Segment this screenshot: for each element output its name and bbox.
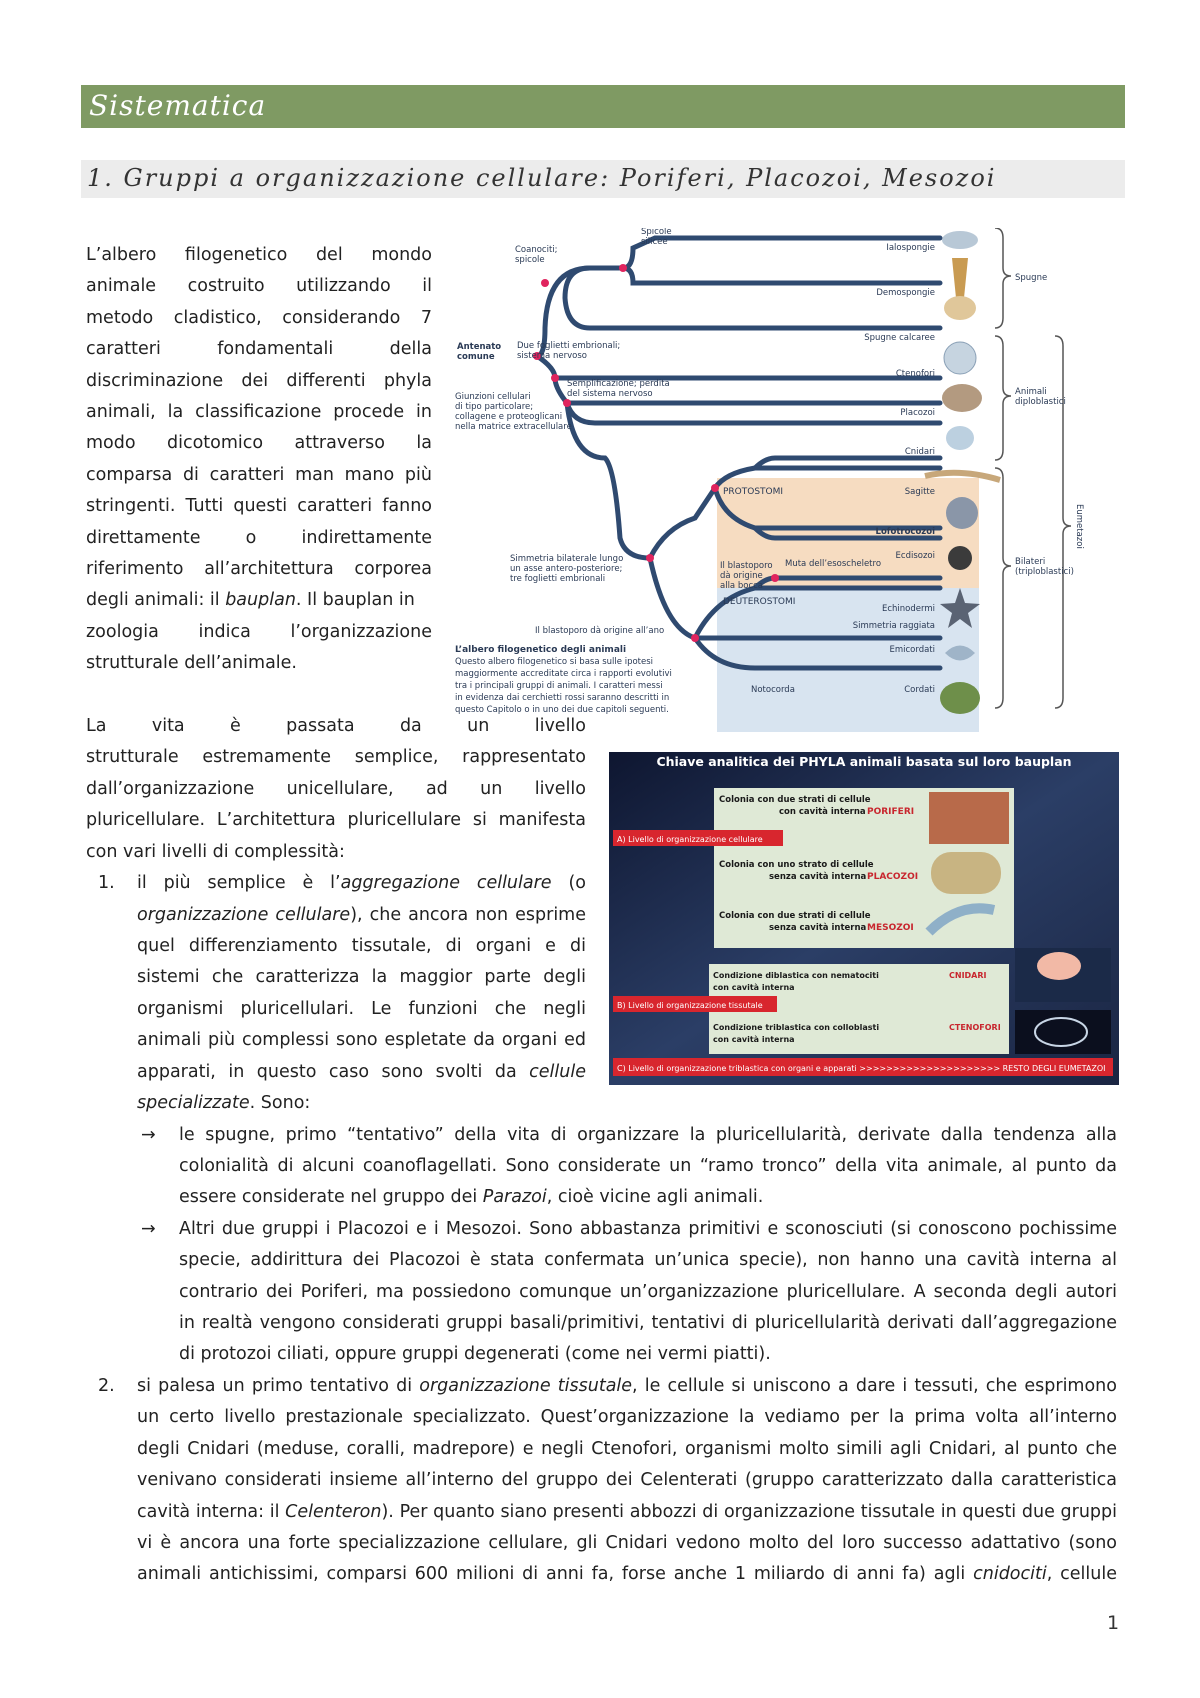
svg-text:Semplificazione; perditadel si: Semplificazione; perdita del sistema nervoso xyxy=(567,379,670,399)
svg-text:questo Capitolo o in uno dei d: questo Capitolo o in uno dei due capitoli seguenti. xyxy=(455,705,669,715)
key-title: Chiave analitica dei PHYLA animali basata sul loro bauplan xyxy=(656,754,1072,769)
svg-text:Condizione triblastica con col: Condizione triblastica con colloblasti xyxy=(713,1023,880,1032)
text-line: Altri due gruppi i Placozoi e i Mesozoi. Sono abbastanza primitivi e sconosciuti (si conoscono pochissime xyxy=(179,1219,1117,1239)
svg-text:Spicolesilicee: Spicole silicee xyxy=(641,228,672,247)
text-line: zoologia indica l’organizzazione xyxy=(86,622,432,642)
svg-text:PROTOSTOMI: PROTOSTOMI xyxy=(723,487,784,497)
svg-text:CTENOFORI: CTENOFORI xyxy=(949,1023,1001,1032)
text-line: animali antichissimi, comparsi 600 milioni di anni fa, forse anche 1 miliardo di anni fa) agli cnidociti, cellule xyxy=(137,1564,1117,1584)
arrow-icon: → xyxy=(141,1125,156,1145)
text-line: le spugne, primo “tentativo” della vita di organizzare la pluricellularità, derivate dalla tendenza alla xyxy=(179,1125,1117,1145)
text-line: organizzazione cellulare), che ancora non esprime xyxy=(137,905,586,925)
svg-text:Ecdisozoi: Ecdisozoi xyxy=(895,551,935,561)
svg-text:Lofotrocozoi: Lofotrocozoi xyxy=(875,527,935,537)
text-line: essere considerate nel gruppo dei Parazoi, cioè vicine agli animali. xyxy=(179,1187,764,1207)
svg-text:Cordati: Cordati xyxy=(904,685,935,695)
svg-text:senza cavità interna: senza cavità interna xyxy=(769,923,867,933)
text-line: L’albero filogenetico del mondo xyxy=(86,245,432,265)
text-line: un certo livello prestazionale specializzato. Quest’organizzazione la vediamo per la prima volta all’interno xyxy=(137,1407,1117,1427)
svg-text:Demospongie: Demospongie xyxy=(876,288,935,298)
text-line: caratteri fondamentali della xyxy=(86,339,432,359)
text-line: colonialità di alcuni coanoflagellati. Sono considerate un “ramo tronco” della vita animale, al punto da xyxy=(179,1156,1117,1176)
text-line: quel differenziamento tissutale, di organi e di xyxy=(137,936,586,956)
text-line: si palesa un primo tentativo di organizzazione tissutale, le cellule si uniscono a dare i tessuti, che esprimono xyxy=(137,1376,1117,1396)
text-line: apparati, in questo caso sono svolti da cellule xyxy=(137,1062,586,1082)
text-line: metodo cladistico, considerando 7 xyxy=(86,308,432,328)
text-line: con vari livelli di complessità: xyxy=(86,842,345,862)
text-line: in realtà vengono considerati gruppi basali/primitivi, tentativi di pluricellularità derivati dall’aggregazione xyxy=(179,1313,1117,1333)
phyla-key-figure xyxy=(609,752,1119,1085)
text-line: modo dicotomico attraverso la xyxy=(86,433,432,453)
svg-text:Colonia con due strati di cell: Colonia con due strati di cellule xyxy=(719,795,871,805)
text-line: degli Cnidari (meduse, coralli, madrepore) e negli Ctenofori, organismi molto simili agli Cnidari, al punto che xyxy=(137,1439,1117,1459)
svg-text:tra i principali gruppi di ani: tra i principali gruppi di animali. I caratteri messi xyxy=(455,681,663,691)
svg-text:senza cavità interna: senza cavità interna xyxy=(769,872,867,882)
text-line: animali, la classificazione procede in xyxy=(86,402,432,422)
text-line: contrario dei Poriferi, ma possiedono comunque un’organizzazione pluricellulare. A seconda degli autori xyxy=(179,1282,1117,1302)
text-line: venivano considerati insieme all’interno del gruppo dei Celenterati (gruppo caratterizzato dalla caratteristica xyxy=(137,1470,1117,1490)
svg-text:con cavità interna: con cavità interna xyxy=(713,983,795,992)
svg-text:PORIFERI: PORIFERI xyxy=(867,807,915,817)
text-line: degli animali: il bauplan. Il bauplan in xyxy=(86,590,415,610)
page-number: 1 xyxy=(1107,1612,1120,1634)
svg-text:Notocorda: Notocorda xyxy=(751,685,795,695)
text-line: strutturale estremamente semplice, rappresentato xyxy=(86,747,586,767)
svg-text:Colonia con uno strato di cell: Colonia con uno strato di cellule xyxy=(719,860,874,870)
text-line: stringenti. Tutti questi caratteri fanno xyxy=(86,496,432,516)
svg-text:Antenatocomune: Antenato comune xyxy=(457,342,502,362)
svg-text:PLACOZOI: PLACOZOI xyxy=(867,872,919,882)
svg-text:Simmetria bilaterale lungoun a: Simmetria bilaterale lungo un asse antero-posteriore; tre foglietti embrionali xyxy=(510,554,624,584)
svg-text:MESOZOI: MESOZOI xyxy=(867,923,914,933)
svg-text:Condizione diblastica con nema: Condizione diblastica con nematociti xyxy=(713,971,879,980)
text-line: cavità interna: il Celenteron). Per quanto siano presenti abbozzi di organizzazione tissutale in questi due gruppi xyxy=(137,1502,1118,1522)
svg-text:Echinodermi: Echinodermi xyxy=(882,604,935,614)
svg-text:Eumetazoi: Eumetazoi xyxy=(1074,504,1084,549)
text-line: animali più complessi sono espletate da organi ed xyxy=(137,1030,586,1050)
deuterostomi-panel xyxy=(717,588,979,732)
svg-text:Ialospongie: Ialospongie xyxy=(886,243,935,253)
svg-text:Emicordati: Emicordati xyxy=(889,645,935,655)
svg-text:Il blastoporo dà origine all’a: Il blastoporo dà origine all’ano xyxy=(535,626,665,636)
svg-text:Animalidiploblastici: Animali diploblastici xyxy=(1015,387,1066,407)
svg-text:Il blastoporodà originealla bo: Il blastoporo dà origine alla bocca xyxy=(720,561,773,591)
list-number: 1. xyxy=(98,873,115,893)
text-line: di protozoi ciliati, oppure gruppi degenerati (come nei vermi piatti). xyxy=(179,1344,771,1364)
svg-text:Simmetria raggiata: Simmetria raggiata xyxy=(852,621,935,631)
text-line: riferimento all’architettura corporea xyxy=(86,559,432,579)
svg-text:A) Livello di organizzazione c: A) Livello di organizzazione cellulare xyxy=(617,835,763,844)
section-header xyxy=(81,160,1125,198)
svg-text:con cavità interna: con cavità interna xyxy=(779,807,866,817)
text-line: specializzate. Sono: xyxy=(137,1093,311,1113)
svg-text:CNIDARI: CNIDARI xyxy=(949,971,987,980)
svg-text:Colonia con due strati di cell: Colonia con due strati di cellule xyxy=(719,911,871,921)
svg-text:Spugne calcaree: Spugne calcaree xyxy=(864,333,935,343)
svg-text:Coanociti;spicole: Coanociti; spicole xyxy=(515,245,558,265)
svg-text:C) Livello di organizzazione t: C) Livello di organizzazione triblastica con organi e apparati >>>>>>>>>>>>>>>>>>>>> RESTO DEGLI EUMETAZOI xyxy=(617,1064,1106,1073)
svg-text:DEUTEROSTOMI: DEUTEROSTOMI xyxy=(723,597,796,607)
svg-text:Muta dell’esoscheletro: Muta dell’esoscheletro xyxy=(785,559,882,569)
text-line: sistemi che caratterizza la maggior parte degli xyxy=(137,967,586,987)
svg-text:L’albero filogenetico degli an: L’albero filogenetico degli animali xyxy=(455,645,627,655)
text-line: direttamente o indirettamente xyxy=(86,528,432,548)
svg-text:Bilateri(triploblastici): Bilateri (triploblastici) xyxy=(1015,557,1074,577)
svg-text:maggiormente accreditate circa: maggiormente accreditate circa i rapporti evolutivi xyxy=(455,669,672,679)
chapter-header xyxy=(81,85,1125,128)
text-line: specie, addirittura dei Placozoi è stata confermata un’unica specie), non hanno una cavità interna al xyxy=(179,1250,1117,1270)
text-line: comparsa di caratteri man mano più xyxy=(86,465,432,485)
text-line: il più semplice è l’aggregazione cellulare (o xyxy=(137,873,586,893)
svg-text:Sagitte: Sagitte xyxy=(904,487,935,497)
text-line: vi è ancora una forte specializzazione cellulare, gli Cnidari vedono molto del loro successo adattativo (sono xyxy=(137,1533,1117,1553)
svg-text:Ctenofori: Ctenofori xyxy=(895,369,935,379)
text-line: La vita è passata da un livello xyxy=(86,716,586,736)
svg-text:Questo albero filogenetico si: Questo albero filogenetico si basa sulle ipotesi xyxy=(455,657,654,667)
text-line: pluricellulare. L’architettura pluricellulare si manifesta xyxy=(86,810,586,830)
list-number: 2. xyxy=(98,1376,115,1396)
svg-text:B) Livello di organizzazione t: B) Livello di organizzazione tissutale xyxy=(617,1001,763,1010)
phylogenetic-tree-figure xyxy=(455,228,1105,732)
svg-text:Due foglietti embrionali;siste: Due foglietti embrionali; sistema nervoso xyxy=(517,341,621,361)
svg-text:Giunzioni cellularidi tipo par: Giunzioni cellulari di tipo particolare; collagene e proteoglicani nella matrice extracellulare xyxy=(455,392,572,432)
section-title: 1. Gruppi a organizzazione cellulare: Poriferi, Placozoi, Mesozoi xyxy=(87,164,997,192)
svg-text:Placozoi: Placozoi xyxy=(900,408,935,418)
svg-text:con cavità interna: con cavità interna xyxy=(713,1035,795,1044)
text-line: dall’organizzazione unicellulare, ad un livello xyxy=(86,779,586,799)
text-line: animale costruito utilizzando il xyxy=(86,276,432,296)
chapter-title: Sistematica xyxy=(89,89,267,122)
arrow-icon: → xyxy=(141,1219,156,1239)
text-line: discriminazione dei differenti phyla xyxy=(86,371,432,391)
svg-text:in evidenza dai cerchietti ros: in evidenza dai cerchietti rossi saranno descritti in xyxy=(455,693,670,703)
svg-text:Spugne: Spugne xyxy=(1015,273,1048,283)
text-line: organismi pluricellulari. Le funzioni che negli xyxy=(137,999,586,1019)
text-line: strutturale dell’animale. xyxy=(86,653,297,673)
svg-text:Cnidari: Cnidari xyxy=(904,447,935,457)
